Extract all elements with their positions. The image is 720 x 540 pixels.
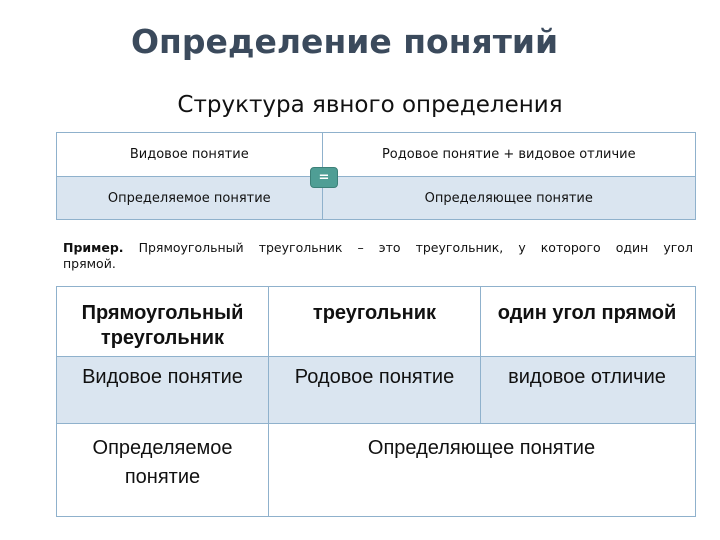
slide-title: Определение понятий: [131, 22, 559, 61]
example-line: [63, 240, 693, 256]
slide-subtitle: Структура явного определения: [177, 92, 563, 118]
example-word: которого: [540, 240, 601, 255]
example-cell-definiens: Определяющее понятие: [367, 437, 596, 459]
example-last-line: прямой.: [63, 256, 116, 271]
example-word: –: [357, 240, 364, 255]
example-header-defined-term: Прямоугольный треугольник: [57, 287, 269, 356]
example-table-row: [57, 424, 695, 516]
structure-cell-genus-plus-difference: Родовое понятие + видовое отличие: [381, 147, 636, 162]
example-word: треугольник: [258, 240, 343, 255]
example-paragraph: [63, 240, 693, 272]
example-label: Пример.: [63, 240, 124, 255]
example-cell-species-concept: Видовое понятие: [57, 357, 269, 423]
equals-badge: =: [310, 167, 338, 188]
example-word: угол: [663, 240, 693, 255]
structure-cell-definiendum: Определяемое понятие: [57, 177, 323, 219]
example-table-row: [57, 357, 695, 424]
example-word: у: [518, 240, 526, 255]
example-header-genus: треугольник: [269, 287, 481, 356]
example-cell-definiendum: Определяемое понятие: [57, 424, 269, 516]
example-word: Прямоугольный: [138, 240, 244, 255]
structure-cell-species-concept: Видовое понятие: [57, 133, 323, 176]
example-word: один: [615, 240, 649, 255]
example-header-difference: один угол прямой: [497, 302, 677, 324]
example-cell-genus-concept: Родовое понятие: [269, 357, 481, 423]
example-table: [56, 286, 696, 517]
example-word: треугольник,: [415, 240, 504, 255]
example-word: это: [378, 240, 401, 255]
example-cell-specific-difference: видовое отличие: [508, 366, 666, 388]
example-table-header-row: [57, 287, 695, 357]
structure-table-row: [57, 177, 695, 219]
structure-cell-definiens: Определяющее понятие: [424, 190, 593, 206]
structure-table-row: [57, 133, 695, 177]
structure-table: [56, 132, 696, 220]
